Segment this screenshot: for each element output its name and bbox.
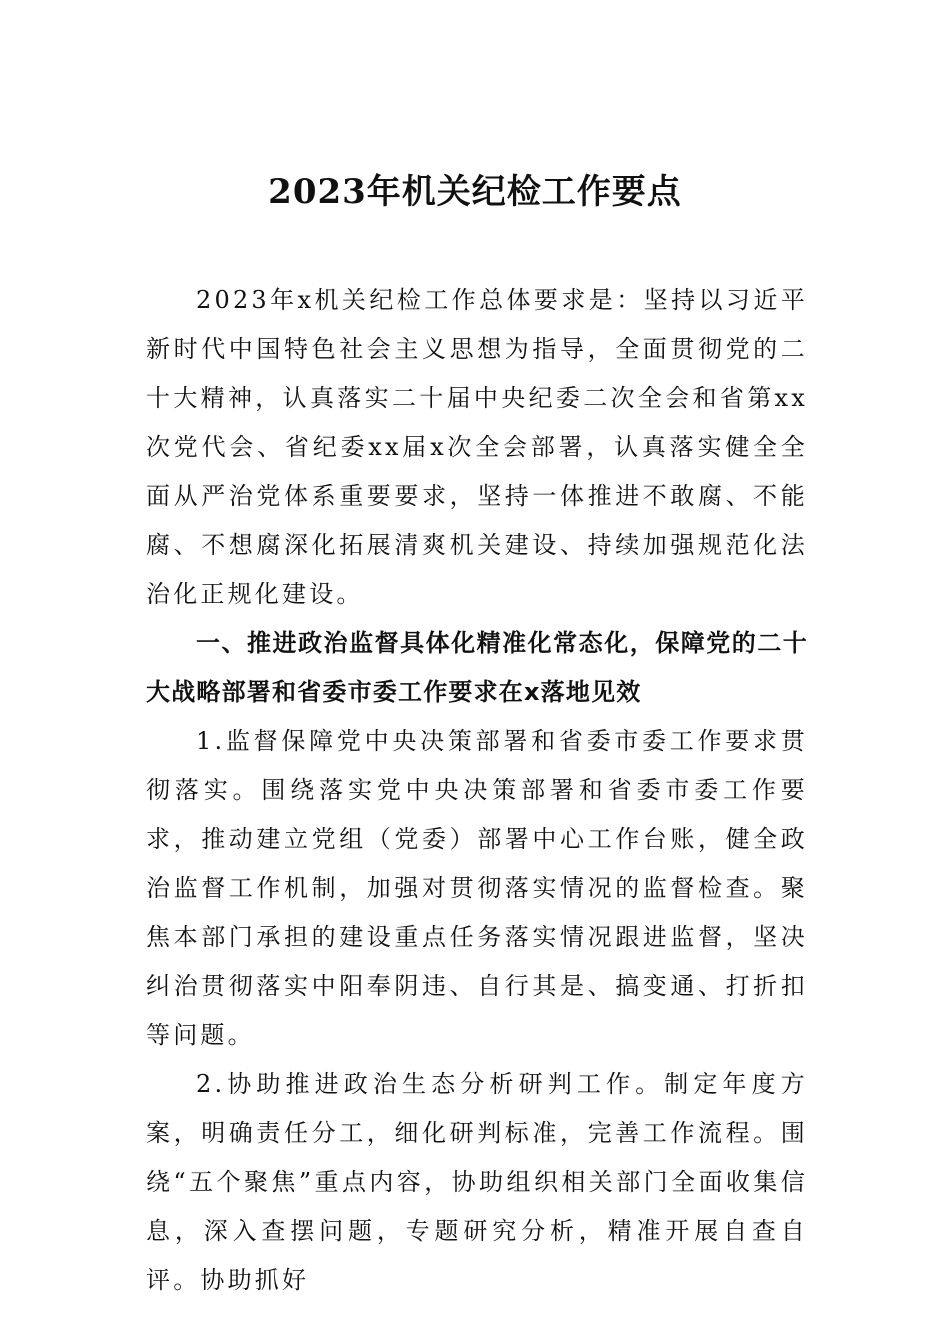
document-title: 2023年机关纪检工作要点	[268, 172, 682, 212]
item-paragraph-1: 1.监督保障党中央决策部署和省委市委工作要求贯彻落实。围绕落实党中央决策部署和省委市委工作要求，推动建立党组（党委）部署中心工作台账，健全政治监督工作机制，加强对贯彻落实情况的监督检查。聚焦本部门承担的建设重点任务落实情况跟进监督，坚决纠治贯彻落实中阳奉阴违、自行其是、搞变通、打折扣等问题。	[146, 727, 808, 1049]
document-body	[146, 276, 808, 1305]
section-heading-1: 一、推进政治监督具体化精准化常态化，保障党的二十大战略部署和省委市委工作要求在x落地见效	[146, 629, 808, 706]
intro-paragraph: 2023年x机关纪检工作总体要求是：坚持以习近平新时代中国特色社会主义思想为指导，全面贯彻党的二十大精神，认真落实二十届中央纪委二次全会和省第xx次党代会、省纪委xx届x次全会部署，认真落实健全全面从严治党体系重要要求，坚持一体推进不敢腐、不能腐、不想腐深化拓展清爽机关建设、持续加强规范化法治化正规化建设。	[146, 286, 808, 608]
item-paragraph-2: 2.协助推进政治生态分析研判工作。制定年度方案，明确责任分工，细化研判标准，完善工作流程。围绕“五个聚焦”重点内容，协助组织相关部门全面收集信息，深入查摆问题，专题研究分析，精准开展自查自评。协助抓好	[146, 1070, 808, 1294]
